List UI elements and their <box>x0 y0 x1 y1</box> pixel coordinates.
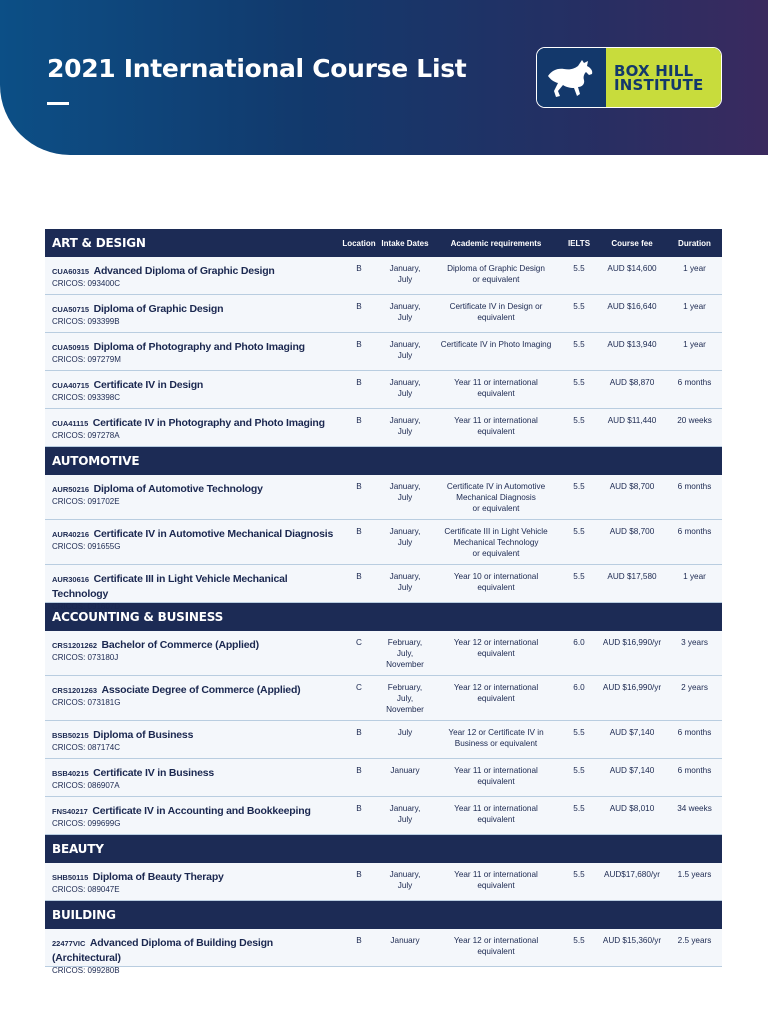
title-underline <box>47 102 69 105</box>
course-code: CUA50715 <box>52 305 90 314</box>
table-row <box>45 863 722 901</box>
intake-line: January, <box>389 804 421 813</box>
duration-value: 3 years <box>681 638 708 647</box>
table-row <box>45 721 722 759</box>
intake-dates <box>379 935 431 946</box>
course-cell <box>45 869 339 894</box>
course-fee: AUD $7,140 <box>609 766 655 775</box>
course-heading <box>52 727 339 742</box>
location-value: B <box>356 936 362 945</box>
course-name: Certificate IV in Design <box>93 379 204 391</box>
duration-value: 1 year <box>683 340 706 349</box>
intake-line: July <box>397 881 413 890</box>
course-fee: AUD $16,990/yr <box>602 638 662 647</box>
academic-line: Mechanical Diagnosis <box>456 493 536 502</box>
academic-requirements <box>431 263 561 285</box>
intake-line: November <box>386 705 424 714</box>
intake-dates <box>379 765 431 776</box>
course-code: AUR30616 <box>52 575 90 584</box>
course-name: Advanced Diploma of Building Design (Architectural) <box>52 937 273 964</box>
academic-line: Year 11 or international <box>454 804 538 813</box>
cricos-code: CRICOS: 097279M <box>52 355 121 364</box>
duration-value: 2.5 years <box>677 936 712 945</box>
cricos-code: CRICOS: 093400C <box>52 279 121 288</box>
intake-line: January, <box>389 416 421 425</box>
course-code: AUR50216 <box>52 485 90 494</box>
course-name: Certificate IV in Business <box>93 767 214 779</box>
location-value: B <box>356 340 362 349</box>
intake-dates <box>379 301 431 323</box>
intake-dates <box>379 803 431 825</box>
ielts-score: 5.5 <box>573 264 585 273</box>
duration-value: 1.5 years <box>677 870 712 879</box>
ielts-score: 5.5 <box>573 936 585 945</box>
intake-dates <box>379 339 431 361</box>
academic-line: Certificate IV in Photo Imaging <box>440 340 552 349</box>
course-heading <box>52 637 339 652</box>
logo-line-2: INSTITUTE <box>614 75 704 94</box>
course-cell <box>45 682 339 707</box>
intake-line: July <box>397 538 413 547</box>
ielts-score: 5.5 <box>573 572 585 581</box>
intake-line: January, <box>389 264 421 273</box>
academic-line: or equivalent <box>472 504 520 513</box>
logo-line-1: BOX HILL <box>614 61 694 80</box>
academic-requirements <box>431 415 561 437</box>
course-name: Diploma of Photography and Photo Imaging <box>93 341 305 353</box>
course-heading <box>52 935 339 965</box>
intake-line: July <box>397 389 413 398</box>
table-row <box>45 520 722 565</box>
intake-line: February, <box>387 638 423 647</box>
intake-line: July <box>397 583 413 592</box>
location-value: B <box>356 527 362 536</box>
course-heading <box>52 869 339 884</box>
course-cell <box>45 571 339 611</box>
ielts-score: 5.5 <box>573 804 585 813</box>
course-heading <box>52 682 339 697</box>
intake-line: July <box>397 493 413 502</box>
section-header <box>45 229 722 257</box>
course-heading <box>52 526 339 541</box>
location-value: B <box>356 264 362 273</box>
location-value: C <box>356 638 362 647</box>
location-value: B <box>356 572 362 581</box>
header-banner <box>0 0 768 155</box>
course-cell <box>45 263 339 288</box>
course-name: Certificate IV in Automotive Mechanical Diagnosis <box>93 528 334 540</box>
course-heading <box>52 301 339 316</box>
intake-dates <box>379 377 431 399</box>
location-value: B <box>356 766 362 775</box>
intake-dates <box>379 869 431 891</box>
academic-line: Certificate III in Light Vehicle <box>444 527 548 536</box>
academic-line: equivalent <box>477 649 515 658</box>
intake-line: January, <box>389 378 421 387</box>
duration-value: 20 weeks <box>677 416 712 425</box>
course-cell <box>45 526 339 551</box>
column-header-duration: Duration <box>678 238 711 248</box>
academic-requirements <box>431 935 561 957</box>
course-cell <box>45 301 339 326</box>
table-row <box>45 257 722 295</box>
table-row <box>45 797 722 835</box>
table-row <box>45 676 722 721</box>
course-code: CUA60315 <box>52 267 90 276</box>
cricos-code: CRICOS: 073181G <box>52 698 121 707</box>
cricos-code: CRICOS: 091702E <box>52 497 120 506</box>
ielts-score: 5.5 <box>573 728 585 737</box>
section-header <box>45 447 722 475</box>
academic-requirements <box>431 481 561 514</box>
table-row <box>45 565 722 611</box>
intake-line: January, <box>389 302 421 311</box>
horse-icon <box>537 48 606 107</box>
column-header-academic: Academic requirements <box>450 238 542 248</box>
course-fee: AUD $8,700 <box>609 482 655 491</box>
column-header-location: Location <box>342 238 376 248</box>
box-hill-logo <box>536 47 722 108</box>
course-fee: AUD $13,940 <box>607 340 657 349</box>
course-heading <box>52 803 339 818</box>
section-header <box>45 835 722 863</box>
course-fee: AUD $17,580 <box>607 572 657 581</box>
course-code: FNS40217 <box>52 807 88 816</box>
column-header-ielts: IELTS <box>567 238 591 248</box>
academic-line: Year 12 or international <box>453 683 539 692</box>
course-code: CUA41115 <box>52 419 89 428</box>
academic-line: Year 11 or international <box>454 378 538 387</box>
course-fee: AUD $8,700 <box>609 527 655 536</box>
ielts-score: 5.5 <box>573 482 585 491</box>
ielts-score: 5.5 <box>573 302 585 311</box>
course-code: BSB50215 <box>52 731 89 740</box>
intake-line: July <box>397 815 413 824</box>
table-row <box>45 295 722 333</box>
academic-line: Mechanical Technology <box>453 538 539 547</box>
table-row <box>45 929 722 975</box>
logo-wordmark <box>606 48 721 107</box>
intake-line: July <box>397 351 413 360</box>
intake-line: January, <box>389 527 421 536</box>
academic-requirements <box>431 339 561 350</box>
duration-value: 2 years <box>681 683 708 692</box>
cricos-code: CRICOS: 091607D <box>52 602 121 611</box>
course-fee: AUD $16,640 <box>607 302 657 311</box>
duration-value: 6 months <box>677 728 712 737</box>
table-row <box>45 371 722 409</box>
academic-line: Year 11 or international <box>454 766 538 775</box>
location-value: B <box>356 870 362 879</box>
ielts-score: 6.0 <box>573 683 585 692</box>
course-cell <box>45 415 339 440</box>
academic-line: equivalent <box>477 694 515 703</box>
intake-dates <box>379 526 431 548</box>
course-name: Diploma of Business <box>93 729 194 741</box>
intake-line: July, <box>396 649 414 658</box>
course-heading <box>52 377 339 392</box>
course-code: AUR40216 <box>52 530 90 539</box>
intake-line: July <box>397 313 413 322</box>
course-cell <box>45 803 339 828</box>
academic-line: or equivalent <box>472 549 520 558</box>
course-code: BSB40215 <box>52 769 89 778</box>
academic-requirements <box>431 377 561 399</box>
academic-requirements <box>431 765 561 787</box>
section-header <box>45 901 722 929</box>
duration-value: 1 year <box>683 302 706 311</box>
location-value: B <box>356 378 362 387</box>
course-fee: AUD $11,440 <box>607 416 657 425</box>
intake-line: November <box>386 660 424 669</box>
table-row <box>45 759 722 797</box>
intake-line: February, <box>387 683 423 692</box>
intake-dates <box>379 571 431 593</box>
cricos-code: CRICOS: 086907A <box>52 781 120 790</box>
academic-line: equivalent <box>477 881 515 890</box>
academic-line: Diploma of Graphic Design <box>447 264 545 273</box>
course-fee: AUD$17,680/yr <box>604 870 660 879</box>
academic-line: equivalent <box>477 427 515 436</box>
intake-dates <box>379 637 431 670</box>
academic-requirements <box>431 571 561 593</box>
course-name: Certificate III in Light Vehicle Mechanical Technology <box>52 573 288 600</box>
duration-value: 1 year <box>683 572 706 581</box>
course-name: Certificate IV in Accounting and Bookkeeping <box>92 805 311 817</box>
academic-requirements <box>431 301 561 323</box>
duration-value: 6 months <box>677 766 712 775</box>
intake-dates <box>379 682 431 715</box>
cricos-code: CRICOS: 073180J <box>52 653 119 662</box>
location-value: B <box>356 302 362 311</box>
course-cell <box>45 339 339 364</box>
intake-dates <box>379 481 431 503</box>
ielts-score: 5.5 <box>573 378 585 387</box>
course-code: CRS1201262 <box>52 641 98 650</box>
section-title: AUTOMOTIVE <box>52 454 140 468</box>
academic-line: Year 12 or Certificate IV in <box>448 728 544 737</box>
course-name: Diploma of Automotive Technology <box>93 483 263 495</box>
cricos-code: CRICOS: 099280B <box>52 966 120 975</box>
academic-line: or equivalent <box>472 275 520 284</box>
duration-value: 6 months <box>677 482 712 491</box>
academic-requirements <box>431 727 561 749</box>
intake-dates <box>379 727 431 738</box>
course-cell <box>45 481 339 506</box>
ielts-score: 5.5 <box>573 766 585 775</box>
ielts-score: 5.5 <box>573 870 585 879</box>
academic-line: equivalent <box>477 815 515 824</box>
cricos-code: CRICOS: 093398C <box>52 393 121 402</box>
intake-line: July <box>397 728 413 737</box>
academic-line: Business or equivalent <box>454 739 538 748</box>
academic-line: equivalent <box>477 777 515 786</box>
academic-line: equivalent <box>477 947 515 956</box>
cricos-code: CRICOS: 099699G <box>52 819 121 828</box>
course-name: Advanced Diploma of Graphic Design <box>93 265 275 277</box>
location-value: B <box>356 482 362 491</box>
intake-dates <box>379 415 431 437</box>
ielts-score: 5.5 <box>573 340 585 349</box>
column-header-intake: Intake Dates <box>381 238 429 248</box>
course-cell <box>45 727 339 752</box>
intake-line: January, <box>389 572 421 581</box>
academic-line: Certificate IV in Automotive <box>446 482 546 491</box>
cricos-code: CRICOS: 093399B <box>52 317 120 326</box>
duration-value: 34 weeks <box>677 804 712 813</box>
table-row <box>45 631 722 676</box>
location-value: B <box>356 728 362 737</box>
academic-line: Certificate IV in Design or <box>449 302 543 311</box>
course-code: 22477VIC <box>52 939 86 948</box>
academic-line: equivalent <box>477 389 515 398</box>
academic-line: Year 12 or international <box>453 638 539 647</box>
location-value: B <box>356 804 362 813</box>
course-cell <box>45 637 339 662</box>
academic-requirements <box>431 869 561 891</box>
section-title: ACCOUNTING & BUSINESS <box>52 610 224 624</box>
academic-line: equivalent <box>477 313 515 322</box>
academic-line: Year 12 or international <box>453 936 539 945</box>
course-name: Certificate IV in Photography and Photo Imaging <box>92 417 325 429</box>
academic-line: equivalent <box>477 583 515 592</box>
course-name: Diploma of Beauty Therapy <box>92 871 224 883</box>
location-value: C <box>356 683 362 692</box>
course-heading <box>52 339 339 354</box>
course-heading <box>52 571 339 601</box>
course-heading <box>52 765 339 780</box>
location-value: B <box>356 416 362 425</box>
ielts-score: 5.5 <box>573 416 585 425</box>
intake-line: January, <box>389 340 421 349</box>
intake-dates <box>379 263 431 285</box>
academic-requirements <box>431 803 561 825</box>
cricos-code: CRICOS: 089047E <box>52 885 120 894</box>
intake-line: July <box>397 275 413 284</box>
course-name: Bachelor of Commerce (Applied) <box>101 639 259 651</box>
course-name: Associate Degree of Commerce (Applied) <box>101 684 301 696</box>
course-cell <box>45 377 339 402</box>
academic-line: Year 10 or international <box>453 572 539 581</box>
course-fee: AUD $8,870 <box>609 378 655 387</box>
course-fee: AUD $8,010 <box>609 804 655 813</box>
course-fee: AUD $16,990/yr <box>602 683 662 692</box>
course-cell <box>45 765 339 790</box>
academic-requirements <box>431 526 561 559</box>
intake-line: January <box>390 766 420 775</box>
table-row <box>45 333 722 371</box>
academic-line: Year 11 or international <box>454 416 538 425</box>
cricos-code: CRICOS: 091655G <box>52 542 121 551</box>
academic-line: Year 11 or international <box>454 870 538 879</box>
section-title: BEAUTY <box>52 842 104 856</box>
academic-requirements <box>431 682 561 704</box>
course-code: SHB50115 <box>52 873 89 882</box>
cricos-code: CRICOS: 097278A <box>52 431 120 440</box>
duration-value: 6 months <box>677 378 712 387</box>
course-name: Diploma of Graphic Design <box>93 303 224 315</box>
cricos-code: CRICOS: 087174C <box>52 743 121 752</box>
academic-requirements <box>431 637 561 659</box>
course-table <box>45 229 722 975</box>
duration-value: 6 months <box>677 527 712 536</box>
section-title: ART & DESIGN <box>52 236 146 250</box>
duration-value: 1 year <box>683 264 706 273</box>
course-heading <box>52 415 339 430</box>
ielts-score: 6.0 <box>573 638 585 647</box>
table-row <box>45 409 722 447</box>
course-code: CUA50915 <box>52 343 90 352</box>
course-fee: AUD $15,360/yr <box>602 936 662 945</box>
course-code: CRS1201263 <box>52 686 98 695</box>
course-fee: AUD $7,140 <box>609 728 655 737</box>
intake-line: January <box>390 936 420 945</box>
intake-line: July, <box>396 694 414 703</box>
course-fee: AUD $14,600 <box>607 264 657 273</box>
ielts-score: 5.5 <box>573 527 585 536</box>
intake-line: January, <box>389 870 421 879</box>
course-cell <box>45 935 339 975</box>
course-heading <box>52 263 339 278</box>
intake-line: January, <box>389 482 421 491</box>
section-title: BUILDING <box>52 908 116 922</box>
course-code: CUA40715 <box>52 381 90 390</box>
page-title: 2021 International Course List <box>47 54 467 83</box>
column-header-fee: Course fee <box>611 238 653 248</box>
intake-line: July <box>397 427 413 436</box>
course-heading <box>52 481 339 496</box>
table-row <box>45 475 722 520</box>
